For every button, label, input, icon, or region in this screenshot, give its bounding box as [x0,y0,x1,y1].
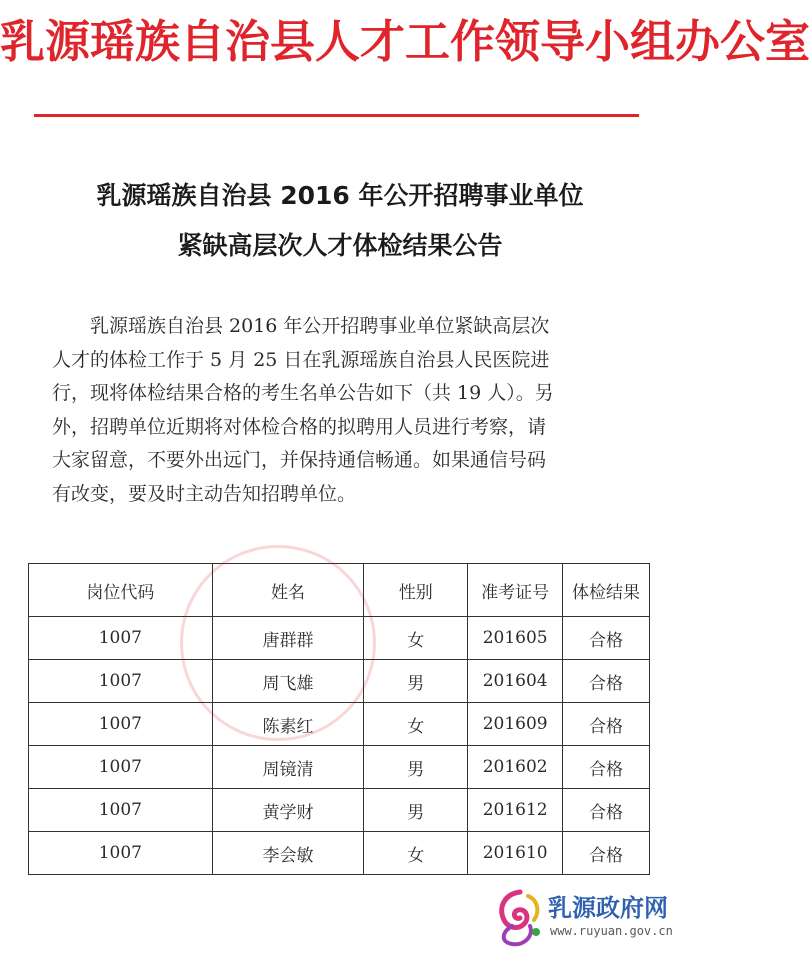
table-row [29,660,650,703]
cell-gender: 女 [364,617,468,660]
cell-exam-result: 合格 [563,703,650,746]
cell-exam-result: 合格 [563,660,650,703]
cell-position-code: 1007 [29,703,213,746]
table-row [29,832,650,875]
body-paragraph-line-2: 人才的体检工作于 5 月 25 日在乳源瑶族自治县人民医院进 [52,348,550,371]
cell-name: 周飞雄 [212,660,364,703]
cell-name: 周镜清 [212,746,364,789]
site-watermark [490,886,673,948]
body-paragraph-line-6: 有改变，要及时主动告知招聘单位。 [52,482,357,505]
cell-exam-result: 合格 [563,617,650,660]
cell-exam-number: 201604 [468,660,563,703]
cell-position-code: 1007 [29,832,213,875]
cell-exam-number: 201609 [468,703,563,746]
body-paragraph-line-3: 行，现将体检结果合格的考生名单公告如下（共 19 人）。另 [52,382,554,404]
cell-position-code: 1007 [29,617,213,660]
table-header-row [29,564,650,617]
cell-exam-number: 201610 [468,832,563,875]
cell-gender: 男 [364,746,468,789]
swirl-logo-icon [490,886,548,948]
cell-exam-number: 201605 [468,617,563,660]
body-paragraph-line-5: 大家留意，不要外出远门，并保持通信畅通。如果通信号码 [52,449,547,471]
cell-name: 陈素红 [212,703,364,746]
cell-gender: 男 [364,789,468,832]
cell-gender: 女 [364,832,468,875]
cell-exam-number: 201602 [468,746,563,789]
cell-exam-result: 合格 [563,746,650,789]
org-header-title: 乳源瑶族自治县人才工作领导小组办公室 [0,15,810,68]
cell-exam-result: 合格 [563,789,650,832]
header-exam-number: 准考证号 [468,564,563,617]
header-gender: 性别 [364,564,468,617]
header-name: 姓名 [212,564,364,617]
cell-position-code: 1007 [29,660,213,703]
header-position-code: 岗位代码 [29,564,213,617]
cell-name: 唐群群 [212,617,364,660]
cell-name: 李会敏 [212,832,364,875]
cell-name: 黄学财 [212,789,364,832]
watermark-site-name: 乳源政府网 [548,894,668,922]
cell-exam-result: 合格 [563,832,650,875]
cell-position-code: 1007 [29,746,213,789]
results-table [28,563,650,875]
cell-exam-number: 201612 [468,789,563,832]
document-title-line-1: 乳源瑶族自治县 2016 年公开招聘事业单位 [96,181,584,210]
document-title-line-2: 紧缺高层次人才体检结果公告 [177,231,503,260]
header-exam-result: 体检结果 [563,564,650,617]
cell-position-code: 1007 [29,789,213,832]
header-divider [34,114,639,117]
table-row [29,789,650,832]
table-row [29,746,650,789]
body-paragraph-line-1: 乳源瑶族自治县 2016 年公开招聘事业单位紧缺高层次 [90,315,550,337]
body-paragraph-line-4: 外，招聘单位近期将对体检合格的拟聘用人员进行考察，请 [52,415,547,438]
cell-gender: 女 [364,703,468,746]
cell-gender: 男 [364,660,468,703]
watermark-url: www.ruyuan.gov.cn [550,924,673,938]
table-row [29,617,650,660]
table-row [29,703,650,746]
